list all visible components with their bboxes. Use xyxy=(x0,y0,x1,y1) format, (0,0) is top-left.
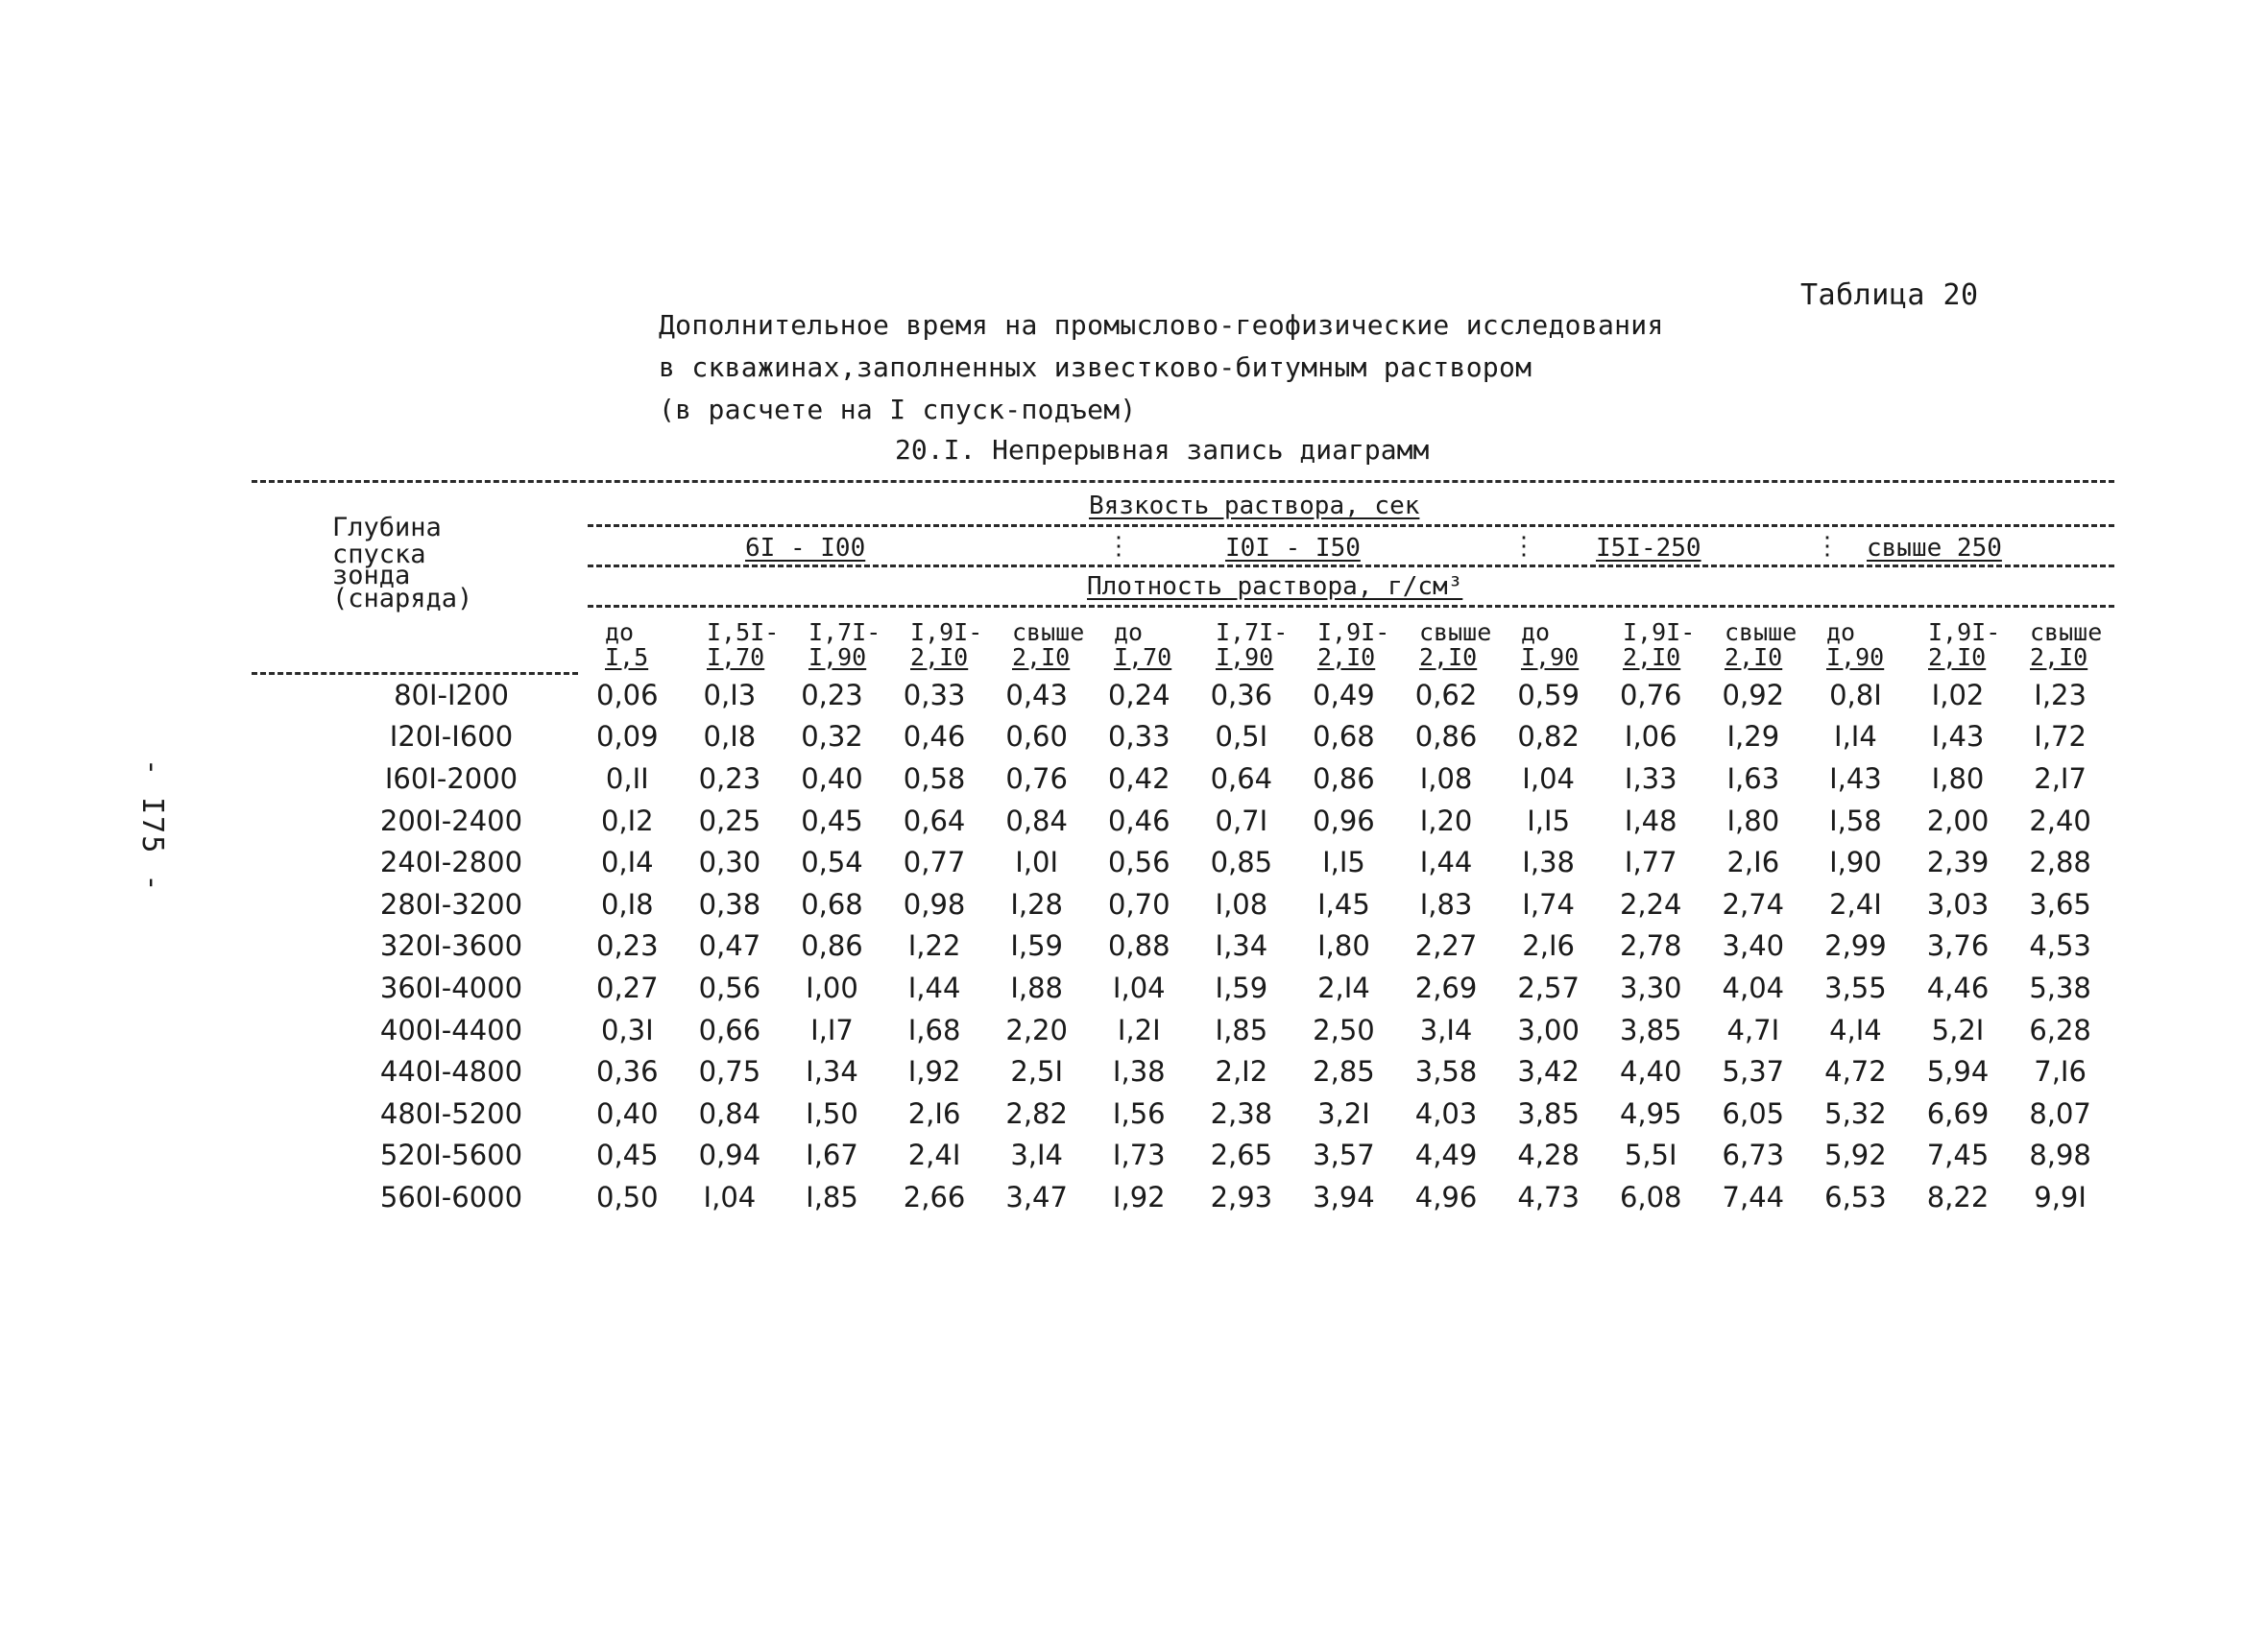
value-cell: 0,5I xyxy=(1215,720,1268,754)
value-cell: 3,40 xyxy=(1722,929,1785,963)
value-cell: 6,73 xyxy=(1722,1139,1785,1172)
value-cell: 3,2I xyxy=(1317,1096,1370,1130)
value-cell: 0,45 xyxy=(596,1139,659,1172)
table-row xyxy=(326,1050,2111,1093)
value-cell: 0,I8 xyxy=(600,887,654,921)
value-cell: 0,23 xyxy=(596,929,659,963)
value-cell: I,33 xyxy=(1624,761,1677,795)
value-cell: 0,96 xyxy=(1313,804,1375,837)
density-col-header: свыше 2,I0 xyxy=(1725,618,1798,671)
value-cell: 3,00 xyxy=(1517,1013,1580,1046)
viscosity-group-label: I0I - I50 xyxy=(1221,536,1364,561)
table-row xyxy=(326,757,2111,800)
value-cell: 0,60 xyxy=(1005,720,1068,754)
value-cell: 0,64 xyxy=(903,804,966,837)
value-cell: I,04 xyxy=(703,1180,757,1213)
depth-cell: 560I-6000 xyxy=(379,1180,523,1213)
value-cell: 0,56 xyxy=(698,971,761,1004)
value-cell: I,88 xyxy=(1010,971,1064,1004)
value-cell: I,04 xyxy=(1112,971,1166,1004)
value-cell: 3,30 xyxy=(1619,971,1682,1004)
value-cell: I,68 xyxy=(907,1013,961,1046)
value-cell: 4,46 xyxy=(1926,971,1990,1004)
density-col-header: до I,70 xyxy=(1114,618,1172,671)
page-number: - I75 - xyxy=(135,758,169,894)
density-col-header: до I,90 xyxy=(1521,618,1580,671)
value-cell: I,44 xyxy=(907,971,961,1004)
value-cell: 0,33 xyxy=(903,678,966,711)
density-title: Плотность раствора, г/см³ xyxy=(1083,574,1466,599)
depth-header-line: спуска xyxy=(332,540,426,569)
group-divider: ⋮ xyxy=(1815,532,1840,561)
value-cell: 0,7I xyxy=(1215,804,1268,837)
density-col-header: свыше 2,I0 xyxy=(2030,618,2103,671)
depth-cell: 480I-5200 xyxy=(379,1096,523,1130)
value-cell: 2,5I xyxy=(1010,1055,1064,1089)
value-cell: 6,08 xyxy=(1619,1180,1682,1213)
data-table xyxy=(326,674,2111,1218)
value-cell: 0,98 xyxy=(903,887,966,921)
value-cell: 2,I6 xyxy=(907,1096,961,1130)
value-cell: 5,38 xyxy=(2029,971,2091,1004)
value-cell: I,50 xyxy=(806,1096,858,1130)
value-cell: 2,I2 xyxy=(1215,1055,1268,1089)
value-cell: I,I4 xyxy=(1834,720,1877,754)
depth-header xyxy=(332,515,472,613)
dashed-rule xyxy=(588,565,2114,567)
title-line: Дополнительное время на промыслово-геофизические исследования xyxy=(659,309,1664,341)
value-cell: 2,99 xyxy=(1824,929,1887,963)
value-cell: 0,84 xyxy=(1005,804,1068,837)
value-cell: 0,40 xyxy=(596,1096,659,1130)
value-cell: 8,07 xyxy=(2029,1096,2091,1130)
value-cell: 5,94 xyxy=(1926,1055,1990,1089)
value-cell: 0,70 xyxy=(1107,887,1170,921)
table-row xyxy=(326,967,2111,1009)
density-col-header: I,9I- 2,I0 xyxy=(910,618,983,671)
value-cell: 5,5I xyxy=(1624,1139,1677,1172)
value-cell: I,73 xyxy=(1112,1139,1166,1172)
value-cell: I,29 xyxy=(1726,720,1780,754)
density-col-header: I,5I- I,70 xyxy=(707,618,780,671)
value-cell: 2,38 xyxy=(1210,1096,1273,1130)
value-cell: 0,46 xyxy=(903,720,966,754)
value-cell: 0,50 xyxy=(596,1180,659,1213)
value-cell: I,90 xyxy=(1829,846,1882,879)
density-col-header: до I,90 xyxy=(1826,618,1885,671)
value-cell: 6,28 xyxy=(2029,1013,2091,1046)
value-cell: 2,78 xyxy=(1619,929,1682,963)
value-cell: 0,I4 xyxy=(600,846,654,879)
value-cell: 0,43 xyxy=(1005,678,1068,711)
value-cell: 3,65 xyxy=(2029,887,2091,921)
value-cell: 4,72 xyxy=(1824,1055,1887,1089)
value-cell: I,85 xyxy=(1215,1013,1268,1046)
value-cell: 7,45 xyxy=(1926,1139,1990,1172)
value-cell: I,28 xyxy=(1010,887,1064,921)
density-col-header: свыше 2,I0 xyxy=(1419,618,1492,671)
value-cell: 2,39 xyxy=(1926,846,1990,879)
value-cell: I,00 xyxy=(806,971,858,1004)
value-cell: I,23 xyxy=(2034,678,2087,711)
value-cell: 2,I6 xyxy=(1726,846,1780,879)
value-cell: 7,I6 xyxy=(2034,1055,2087,1089)
value-cell: I,34 xyxy=(806,1055,858,1089)
value-cell: 2,4I xyxy=(907,1139,961,1172)
value-cell: 0,86 xyxy=(1414,720,1478,754)
value-cell: 0,I3 xyxy=(703,678,757,711)
viscosity-title: Вязкость раствора, сек xyxy=(1085,493,1423,518)
table-row xyxy=(326,1176,2111,1218)
value-cell: 3,I4 xyxy=(1010,1139,1064,1172)
dashed-rule xyxy=(588,605,2114,608)
value-cell: 2,24 xyxy=(1619,887,1682,921)
value-cell: 4,73 xyxy=(1517,1180,1580,1213)
value-cell: I,80 xyxy=(1317,929,1370,963)
value-cell: 5,92 xyxy=(1824,1139,1887,1172)
density-col-header: I,7I- I,90 xyxy=(808,618,881,671)
title-line: (в расчете на I спуск-подъем) xyxy=(659,394,1137,425)
value-cell: 2,20 xyxy=(1005,1013,1068,1046)
value-cell: I,83 xyxy=(1419,887,1473,921)
value-cell: 4,I4 xyxy=(1829,1013,1882,1046)
group-divider: ⋮ xyxy=(1106,532,1131,561)
depth-cell: 320I-3600 xyxy=(379,929,523,963)
value-cell: I,72 xyxy=(2034,720,2087,754)
table-row xyxy=(326,841,2111,883)
value-cell: I,48 xyxy=(1624,804,1677,837)
table-row xyxy=(326,716,2111,758)
value-cell: 0,75 xyxy=(698,1055,761,1089)
value-cell: 0,84 xyxy=(698,1096,761,1130)
value-cell: 7,44 xyxy=(1722,1180,1785,1213)
value-cell: 4,95 xyxy=(1619,1096,1682,1130)
dashed-rule xyxy=(252,480,2114,483)
depth-cell: 400I-4400 xyxy=(379,1013,523,1046)
value-cell: I,80 xyxy=(1931,761,1985,795)
value-cell: I,0I xyxy=(1015,846,1059,879)
value-cell: 2,74 xyxy=(1722,887,1785,921)
table-row xyxy=(326,1135,2111,1177)
value-cell: 3,85 xyxy=(1517,1096,1580,1130)
value-cell: I,56 xyxy=(1112,1096,1166,1130)
value-cell: 0,II xyxy=(605,761,649,795)
value-cell: 0,94 xyxy=(698,1139,761,1172)
value-cell: I,59 xyxy=(1215,971,1268,1004)
value-cell: I,43 xyxy=(1931,720,1985,754)
density-col-header: до I,5 xyxy=(605,618,649,671)
table-row xyxy=(326,883,2111,925)
table-row xyxy=(326,800,2111,842)
section-subtitle: 20.I. Непрерывная запись диаграмм xyxy=(895,434,1430,466)
depth-cell: 80I-I200 xyxy=(394,678,509,711)
value-cell: 3,76 xyxy=(1926,929,1990,963)
value-cell: 6,53 xyxy=(1824,1180,1887,1213)
value-cell: 3,55 xyxy=(1824,971,1887,1004)
value-cell: 0,68 xyxy=(801,887,863,921)
value-cell: 0,36 xyxy=(596,1055,659,1089)
value-cell: I,20 xyxy=(1419,804,1473,837)
value-cell: 4,7I xyxy=(1726,1013,1780,1046)
value-cell: 0,46 xyxy=(1107,804,1170,837)
value-cell: 0,62 xyxy=(1414,678,1478,711)
value-cell: 2,65 xyxy=(1210,1139,1273,1172)
table-row xyxy=(326,1009,2111,1051)
value-cell: 0,32 xyxy=(801,720,863,754)
value-cell: 0,23 xyxy=(698,761,761,795)
value-cell: 2,I4 xyxy=(1317,971,1370,1004)
value-cell: 2,40 xyxy=(2029,804,2091,837)
value-cell: I,92 xyxy=(907,1055,961,1089)
value-cell: 0,27 xyxy=(596,971,659,1004)
density-col-header: свыше 2,I0 xyxy=(1012,618,1085,671)
value-cell: 0,66 xyxy=(698,1013,761,1046)
value-cell: 4,04 xyxy=(1722,971,1785,1004)
value-cell: 0,I8 xyxy=(703,720,757,754)
value-cell: 0,86 xyxy=(1313,761,1375,795)
value-cell: 2,27 xyxy=(1414,929,1478,963)
value-cell: 5,37 xyxy=(1722,1055,1785,1089)
value-cell: I,34 xyxy=(1215,929,1268,963)
value-cell: I,08 xyxy=(1419,761,1473,795)
value-cell: I,04 xyxy=(1522,761,1575,795)
value-cell: 0,64 xyxy=(1210,761,1273,795)
depth-header-line: зонда xyxy=(332,561,411,590)
value-cell: 0,42 xyxy=(1107,761,1170,795)
viscosity-group-label: I5I-250 xyxy=(1592,536,1705,561)
value-cell: 0,40 xyxy=(801,761,863,795)
value-cell: 2,I6 xyxy=(1522,929,1575,963)
value-cell: 3,42 xyxy=(1517,1055,1580,1089)
value-cell: 5,2I xyxy=(1931,1013,1985,1046)
value-cell: 9,9I xyxy=(2034,1180,2087,1213)
value-cell: 4,53 xyxy=(2029,929,2091,963)
value-cell: 0,30 xyxy=(698,846,761,879)
value-cell: I,38 xyxy=(1112,1055,1166,1089)
value-cell: 0,24 xyxy=(1107,678,1170,711)
value-cell: 0,47 xyxy=(698,929,761,963)
value-cell: I,67 xyxy=(806,1139,858,1172)
value-cell: 3,58 xyxy=(1414,1055,1478,1089)
value-cell: 3,03 xyxy=(1926,887,1990,921)
value-cell: 0,88 xyxy=(1107,929,1170,963)
depth-cell: 360I-4000 xyxy=(379,971,523,1004)
value-cell: 2,82 xyxy=(1005,1096,1068,1130)
value-cell: 0,45 xyxy=(801,804,863,837)
value-cell: 0,33 xyxy=(1107,720,1170,754)
value-cell: 3,94 xyxy=(1313,1180,1375,1213)
table-row xyxy=(326,1093,2111,1135)
value-cell: 6,05 xyxy=(1722,1096,1785,1130)
value-cell: I,I7 xyxy=(810,1013,854,1046)
depth-header-line: (снаряда) xyxy=(332,584,473,613)
viscosity-group-label: 6I - I00 xyxy=(741,536,869,561)
value-cell: I,I5 xyxy=(1527,804,1571,837)
value-cell: I,38 xyxy=(1522,846,1575,879)
value-cell: I,85 xyxy=(806,1180,858,1213)
value-cell: 4,49 xyxy=(1414,1139,1478,1172)
value-cell: I,59 xyxy=(1010,929,1064,963)
title-line: в скважинах,заполненных известково-битумным раствором xyxy=(659,351,1532,383)
value-cell: 0,56 xyxy=(1107,846,1170,879)
value-cell: 0,36 xyxy=(1210,678,1273,711)
value-cell: I,58 xyxy=(1829,804,1882,837)
depth-cell: 440I-4800 xyxy=(379,1055,523,1089)
value-cell: 4,03 xyxy=(1414,1096,1478,1130)
depth-cell: 200I-2400 xyxy=(379,804,523,837)
value-cell: 4,40 xyxy=(1619,1055,1682,1089)
density-col-header: I,9I- 2,I0 xyxy=(1317,618,1390,671)
value-cell: 2,50 xyxy=(1313,1013,1375,1046)
value-cell: I,06 xyxy=(1624,720,1677,754)
group-divider: ⋮ xyxy=(1511,532,1536,561)
value-cell: 2,00 xyxy=(1926,804,1990,837)
value-cell: 0,25 xyxy=(698,804,761,837)
value-cell: 0,76 xyxy=(1005,761,1068,795)
value-cell: 3,85 xyxy=(1619,1013,1682,1046)
value-cell: I,74 xyxy=(1522,887,1575,921)
depth-cell: I60I-2000 xyxy=(384,761,519,795)
value-cell: 2,85 xyxy=(1313,1055,1375,1089)
table-body xyxy=(326,674,2111,1218)
value-cell: 8,22 xyxy=(1926,1180,1990,1213)
value-cell: 5,32 xyxy=(1824,1096,1887,1130)
value-cell: 0,38 xyxy=(698,887,761,921)
value-cell: 0,92 xyxy=(1722,678,1785,711)
value-cell: 0,68 xyxy=(1313,720,1375,754)
value-cell: 0,59 xyxy=(1517,678,1580,711)
value-cell: 0,85 xyxy=(1210,846,1273,879)
value-cell: 3,47 xyxy=(1005,1180,1068,1213)
value-cell: 2,4I xyxy=(1829,887,1882,921)
value-cell: 2,69 xyxy=(1414,971,1478,1004)
value-cell: 0,I2 xyxy=(600,804,654,837)
value-cell: 0,54 xyxy=(801,846,863,879)
table-row xyxy=(326,674,2111,716)
value-cell: 3,57 xyxy=(1313,1139,1375,1172)
value-cell: I,I5 xyxy=(1322,846,1365,879)
value-cell: 2,66 xyxy=(903,1180,966,1213)
value-cell: 0,3I xyxy=(600,1013,654,1046)
value-cell: 0,82 xyxy=(1517,720,1580,754)
value-cell: 2,93 xyxy=(1210,1180,1273,1213)
depth-header-line: Глубина xyxy=(332,513,442,542)
value-cell: 0,49 xyxy=(1313,678,1375,711)
table-row xyxy=(326,925,2111,968)
value-cell: I,08 xyxy=(1215,887,1268,921)
depth-cell: 280I-3200 xyxy=(379,887,523,921)
value-cell: I,92 xyxy=(1112,1180,1166,1213)
value-cell: I,63 xyxy=(1726,761,1780,795)
value-cell: 3,I4 xyxy=(1419,1013,1473,1046)
value-cell: 2,88 xyxy=(2029,846,2091,879)
value-cell: I,80 xyxy=(1726,804,1780,837)
value-cell: 2,57 xyxy=(1517,971,1580,1004)
value-cell: 2,I7 xyxy=(2034,761,2087,795)
value-cell: I,22 xyxy=(907,929,961,963)
value-cell: 0,06 xyxy=(596,678,659,711)
depth-cell: 520I-5600 xyxy=(379,1139,523,1172)
value-cell: 4,28 xyxy=(1517,1139,1580,1172)
value-cell: 4,96 xyxy=(1414,1180,1478,1213)
value-cell: 0,76 xyxy=(1619,678,1682,711)
dashed-rule xyxy=(588,524,2114,527)
viscosity-group-label: свыше 250 xyxy=(1863,536,2006,561)
value-cell: I,2I xyxy=(1117,1013,1161,1046)
value-cell: 0,09 xyxy=(596,720,659,754)
value-cell: 0,8I xyxy=(1829,678,1882,711)
value-cell: I,45 xyxy=(1317,887,1370,921)
depth-cell: I20I-I600 xyxy=(389,720,514,754)
value-cell: 0,86 xyxy=(801,929,863,963)
value-cell: 0,77 xyxy=(903,846,966,879)
value-cell: 0,58 xyxy=(903,761,966,795)
value-cell: I,44 xyxy=(1419,846,1473,879)
density-col-header: I,9I- 2,I0 xyxy=(1623,618,1696,671)
value-cell: I,43 xyxy=(1829,761,1882,795)
value-cell: I,02 xyxy=(1931,678,1985,711)
depth-cell: 240I-2800 xyxy=(379,846,523,879)
table-label: Таблица 20 xyxy=(1800,278,1979,312)
density-col-header: I,7I- I,90 xyxy=(1216,618,1289,671)
value-cell: I,77 xyxy=(1624,846,1677,879)
value-cell: 0,23 xyxy=(801,678,863,711)
density-col-header: I,9I- 2,I0 xyxy=(1928,618,2001,671)
value-cell: 8,98 xyxy=(2029,1139,2091,1172)
value-cell: 6,69 xyxy=(1926,1096,1990,1130)
